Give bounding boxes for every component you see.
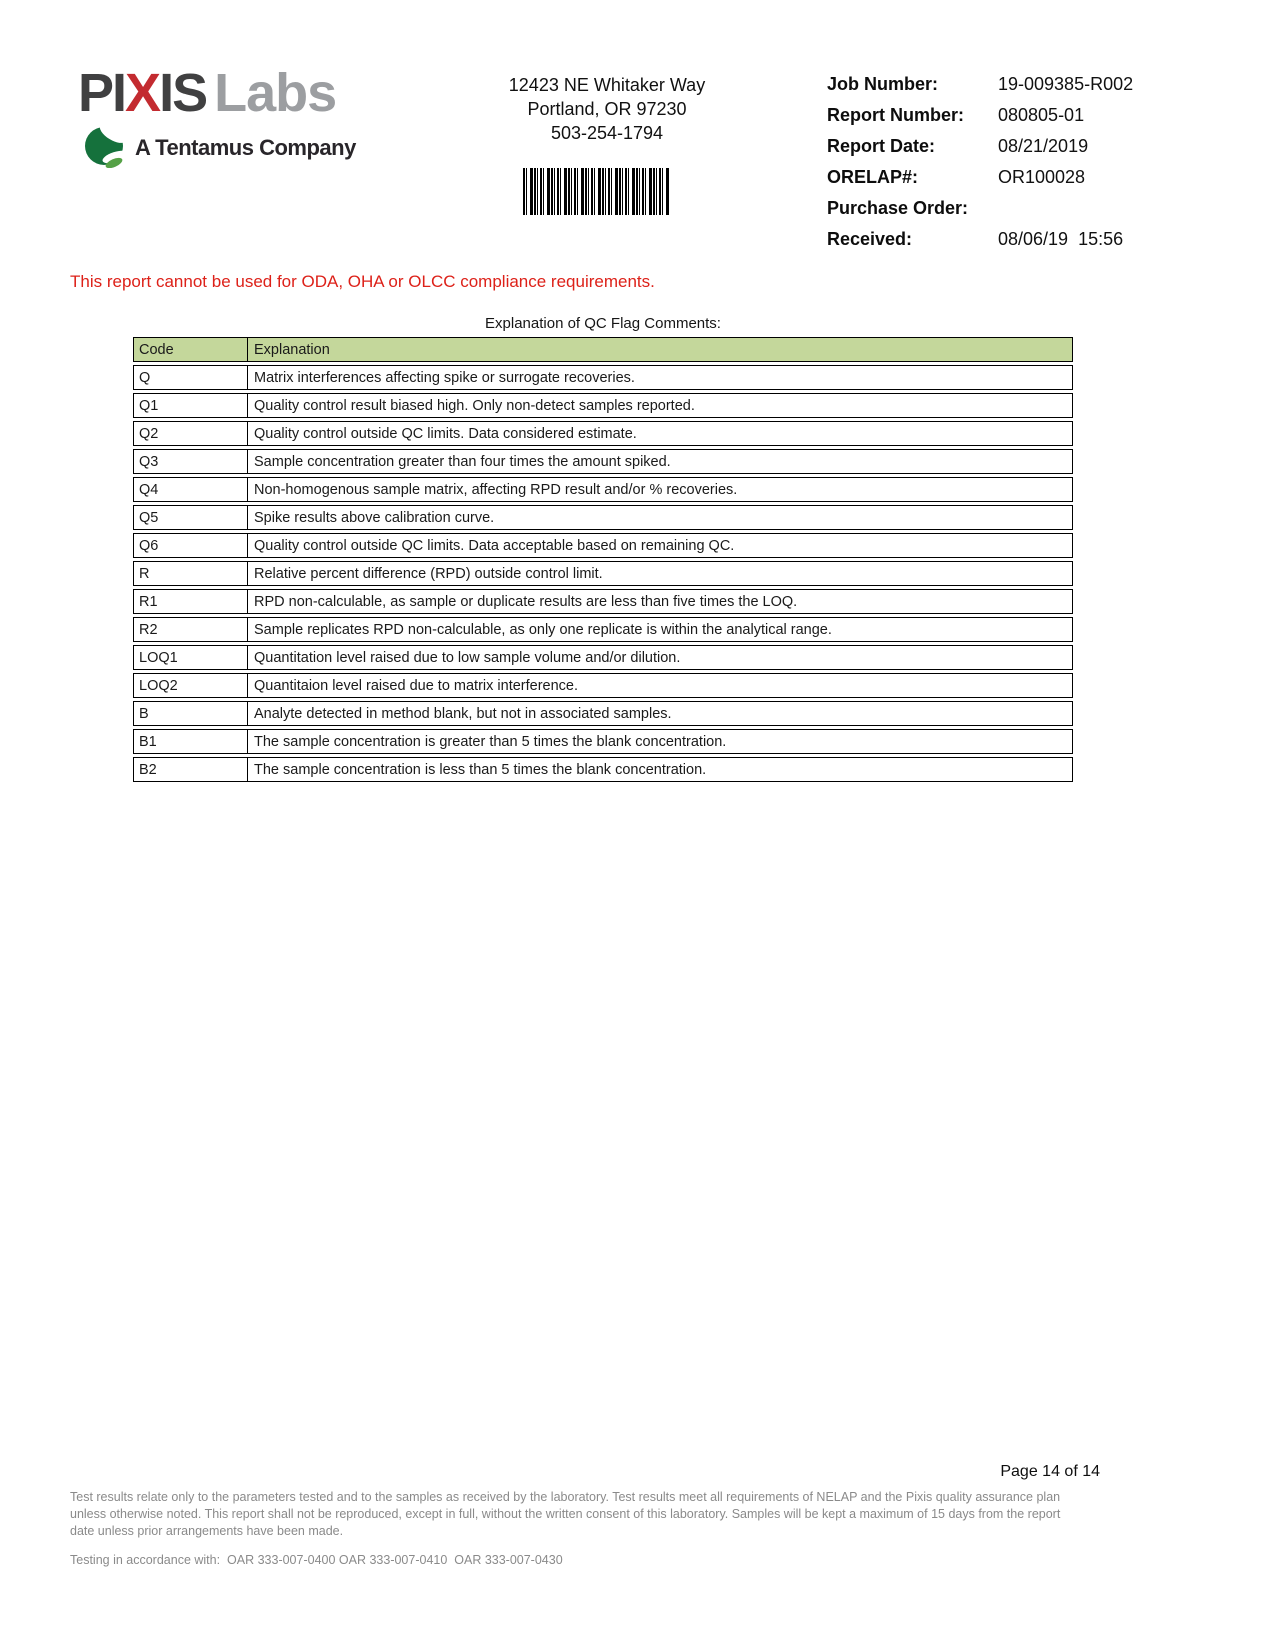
report-info-block xyxy=(827,74,1207,260)
qc-code-cell: LOQ2 xyxy=(134,674,248,697)
report-info-value: OR100028 xyxy=(998,167,1086,187)
qc-table-title: Explanation of QC Flag Comments: xyxy=(485,315,721,332)
pixis-labs-logo xyxy=(78,63,356,173)
qc-code-cell: LOQ1 xyxy=(134,646,248,669)
qc-header-code: Code xyxy=(134,338,248,361)
qc-code-cell: R1 xyxy=(134,590,248,613)
qc-table-row xyxy=(133,365,1073,390)
qc-explanation-cell: Quality control result biased high. Only non-detect samples reported. xyxy=(254,397,695,414)
tentamus-leaf-icon xyxy=(84,122,126,173)
report-info-row xyxy=(827,136,1207,167)
qc-explanation-cell: Quality control outside QC limits. Data acceptable based on remaining QC. xyxy=(254,537,735,554)
qc-explanation-cell: Quantitaion level raised due to matrix interference. xyxy=(254,677,579,694)
qc-table-row xyxy=(133,617,1073,642)
report-info-label: Purchase Order: xyxy=(827,198,969,218)
qc-code-cell: B xyxy=(134,702,248,725)
footer-disclaimer: Test results relate only to the parameters tested and to the samples as received by the laboratory. Test results meet all requirements of NELAP and the Pixis quality assurance plan unless otherwise noted. This report shall not be reproduced, except in full, without the written consent of this laboratory. Samples will be kept a maximum of 15 days from the report date unless prior arrangements have been made. xyxy=(70,1490,1061,1538)
qc-code-cell: R xyxy=(134,562,248,585)
qc-table-header-row xyxy=(133,337,1073,362)
report-info-value: 080805-01 xyxy=(998,105,1085,125)
brand-part: PI xyxy=(78,63,126,123)
report-info-row xyxy=(827,74,1207,105)
qc-explanation-cell: The sample concentration is greater than 5 times the blank concentration. xyxy=(254,733,727,750)
qc-code-cell: Q4 xyxy=(134,478,248,501)
qc-explanation-cell: Quantitation level raised due to low sample volume and/or dilution. xyxy=(254,649,681,666)
report-info-label: Report Number: xyxy=(827,105,965,125)
brand-part: IS xyxy=(159,63,207,123)
brand-wordmark xyxy=(78,63,356,123)
report-info-value: 08/06/19 15:56 xyxy=(998,229,1124,249)
qc-table-row xyxy=(133,505,1073,530)
qc-table-row xyxy=(133,533,1073,558)
qc-code-cell: R2 xyxy=(134,618,248,641)
qc-table-row xyxy=(133,449,1073,474)
qc-explanation-cell: RPD non-calculable, as sample or duplicate results are less than five times the LOQ. xyxy=(254,593,798,610)
report-info-row xyxy=(827,105,1207,136)
qc-code-cell: Q5 xyxy=(134,506,248,529)
qc-table-row xyxy=(133,757,1073,782)
qc-table-row xyxy=(133,477,1073,502)
page-number: Page 14 of 14 xyxy=(1000,1463,1100,1480)
lab-phone: 503-254-1794 xyxy=(550,123,664,143)
barcode xyxy=(523,168,669,215)
qc-code-cell: Q xyxy=(134,366,248,389)
qc-table-row xyxy=(133,673,1073,698)
qc-code-cell: Q2 xyxy=(134,422,248,445)
address-line1: 12423 NE Whitaker Way xyxy=(508,75,706,95)
brand-suffix: Labs xyxy=(214,63,337,123)
tagline-text: A Tentamus Company xyxy=(135,134,356,160)
report-info-value: 19-009385-R002 xyxy=(998,74,1134,94)
qc-explanation-cell: Quality control outside QC limits. Data considered estimate. xyxy=(254,425,637,442)
qc-table-row xyxy=(133,393,1073,418)
report-info-label: Report Date: xyxy=(827,136,936,156)
qc-explanation-cell: Matrix interferences affecting spike or surrogate recoveries. xyxy=(254,369,635,386)
report-info-value: 08/21/2019 xyxy=(998,136,1089,156)
qc-explanation-cell: Sample concentration greater than four times the amount spiked. xyxy=(254,453,671,470)
qc-table-row xyxy=(133,589,1073,614)
qc-table-row xyxy=(133,701,1073,726)
qc-code-cell: B1 xyxy=(134,730,248,753)
report-info-row xyxy=(827,167,1207,198)
qc-explanation-cell: Relative percent difference (RPD) outside control limit. xyxy=(254,565,603,582)
report-info-row xyxy=(827,229,1207,260)
qc-code-cell: Q3 xyxy=(134,450,248,473)
report-info-row xyxy=(827,198,1207,229)
address-line2: Portland, OR 97230 xyxy=(527,99,687,119)
qc-table-row xyxy=(133,421,1073,446)
qc-table-row xyxy=(133,729,1073,754)
qc-explanation-cell: Spike results above calibration curve. xyxy=(254,509,495,526)
qc-flag-table-section xyxy=(133,315,1073,785)
lab-address xyxy=(457,73,757,145)
qc-code-cell: Q1 xyxy=(134,394,248,417)
qc-code-cell: Q6 xyxy=(134,534,248,557)
qc-header-explanation: Explanation xyxy=(254,341,330,358)
qc-code-cell: B2 xyxy=(134,758,248,781)
qc-table-row xyxy=(133,645,1073,670)
report-info-label: Received: xyxy=(827,229,913,249)
report-info-label: Job Number: xyxy=(827,74,939,94)
qc-table-body xyxy=(133,365,1073,782)
qc-table-row xyxy=(133,561,1073,586)
brand-tagline xyxy=(84,122,356,173)
qc-explanation-cell: The sample concentration is less than 5 times the blank concentration. xyxy=(254,761,707,778)
brand-accent-letter: X xyxy=(125,63,160,123)
report-info-label: ORELAP#: xyxy=(827,167,919,187)
footer-accordance: Testing in accordance with: OAR 333-007-0400 OAR 333-007-0410 OAR 333-007-0430 xyxy=(70,1553,563,1567)
qc-explanation-cell: Sample replicates RPD non-calculable, as only one replicate is within the analytical range. xyxy=(254,621,832,638)
qc-explanation-cell: Analyte detected in method blank, but not in associated samples. xyxy=(254,705,672,722)
compliance-notice: This report cannot be used for ODA, OHA or OLCC compliance requirements. xyxy=(70,272,655,291)
qc-explanation-cell: Non-homogenous sample matrix, affecting RPD result and/or % recoveries. xyxy=(254,481,738,498)
